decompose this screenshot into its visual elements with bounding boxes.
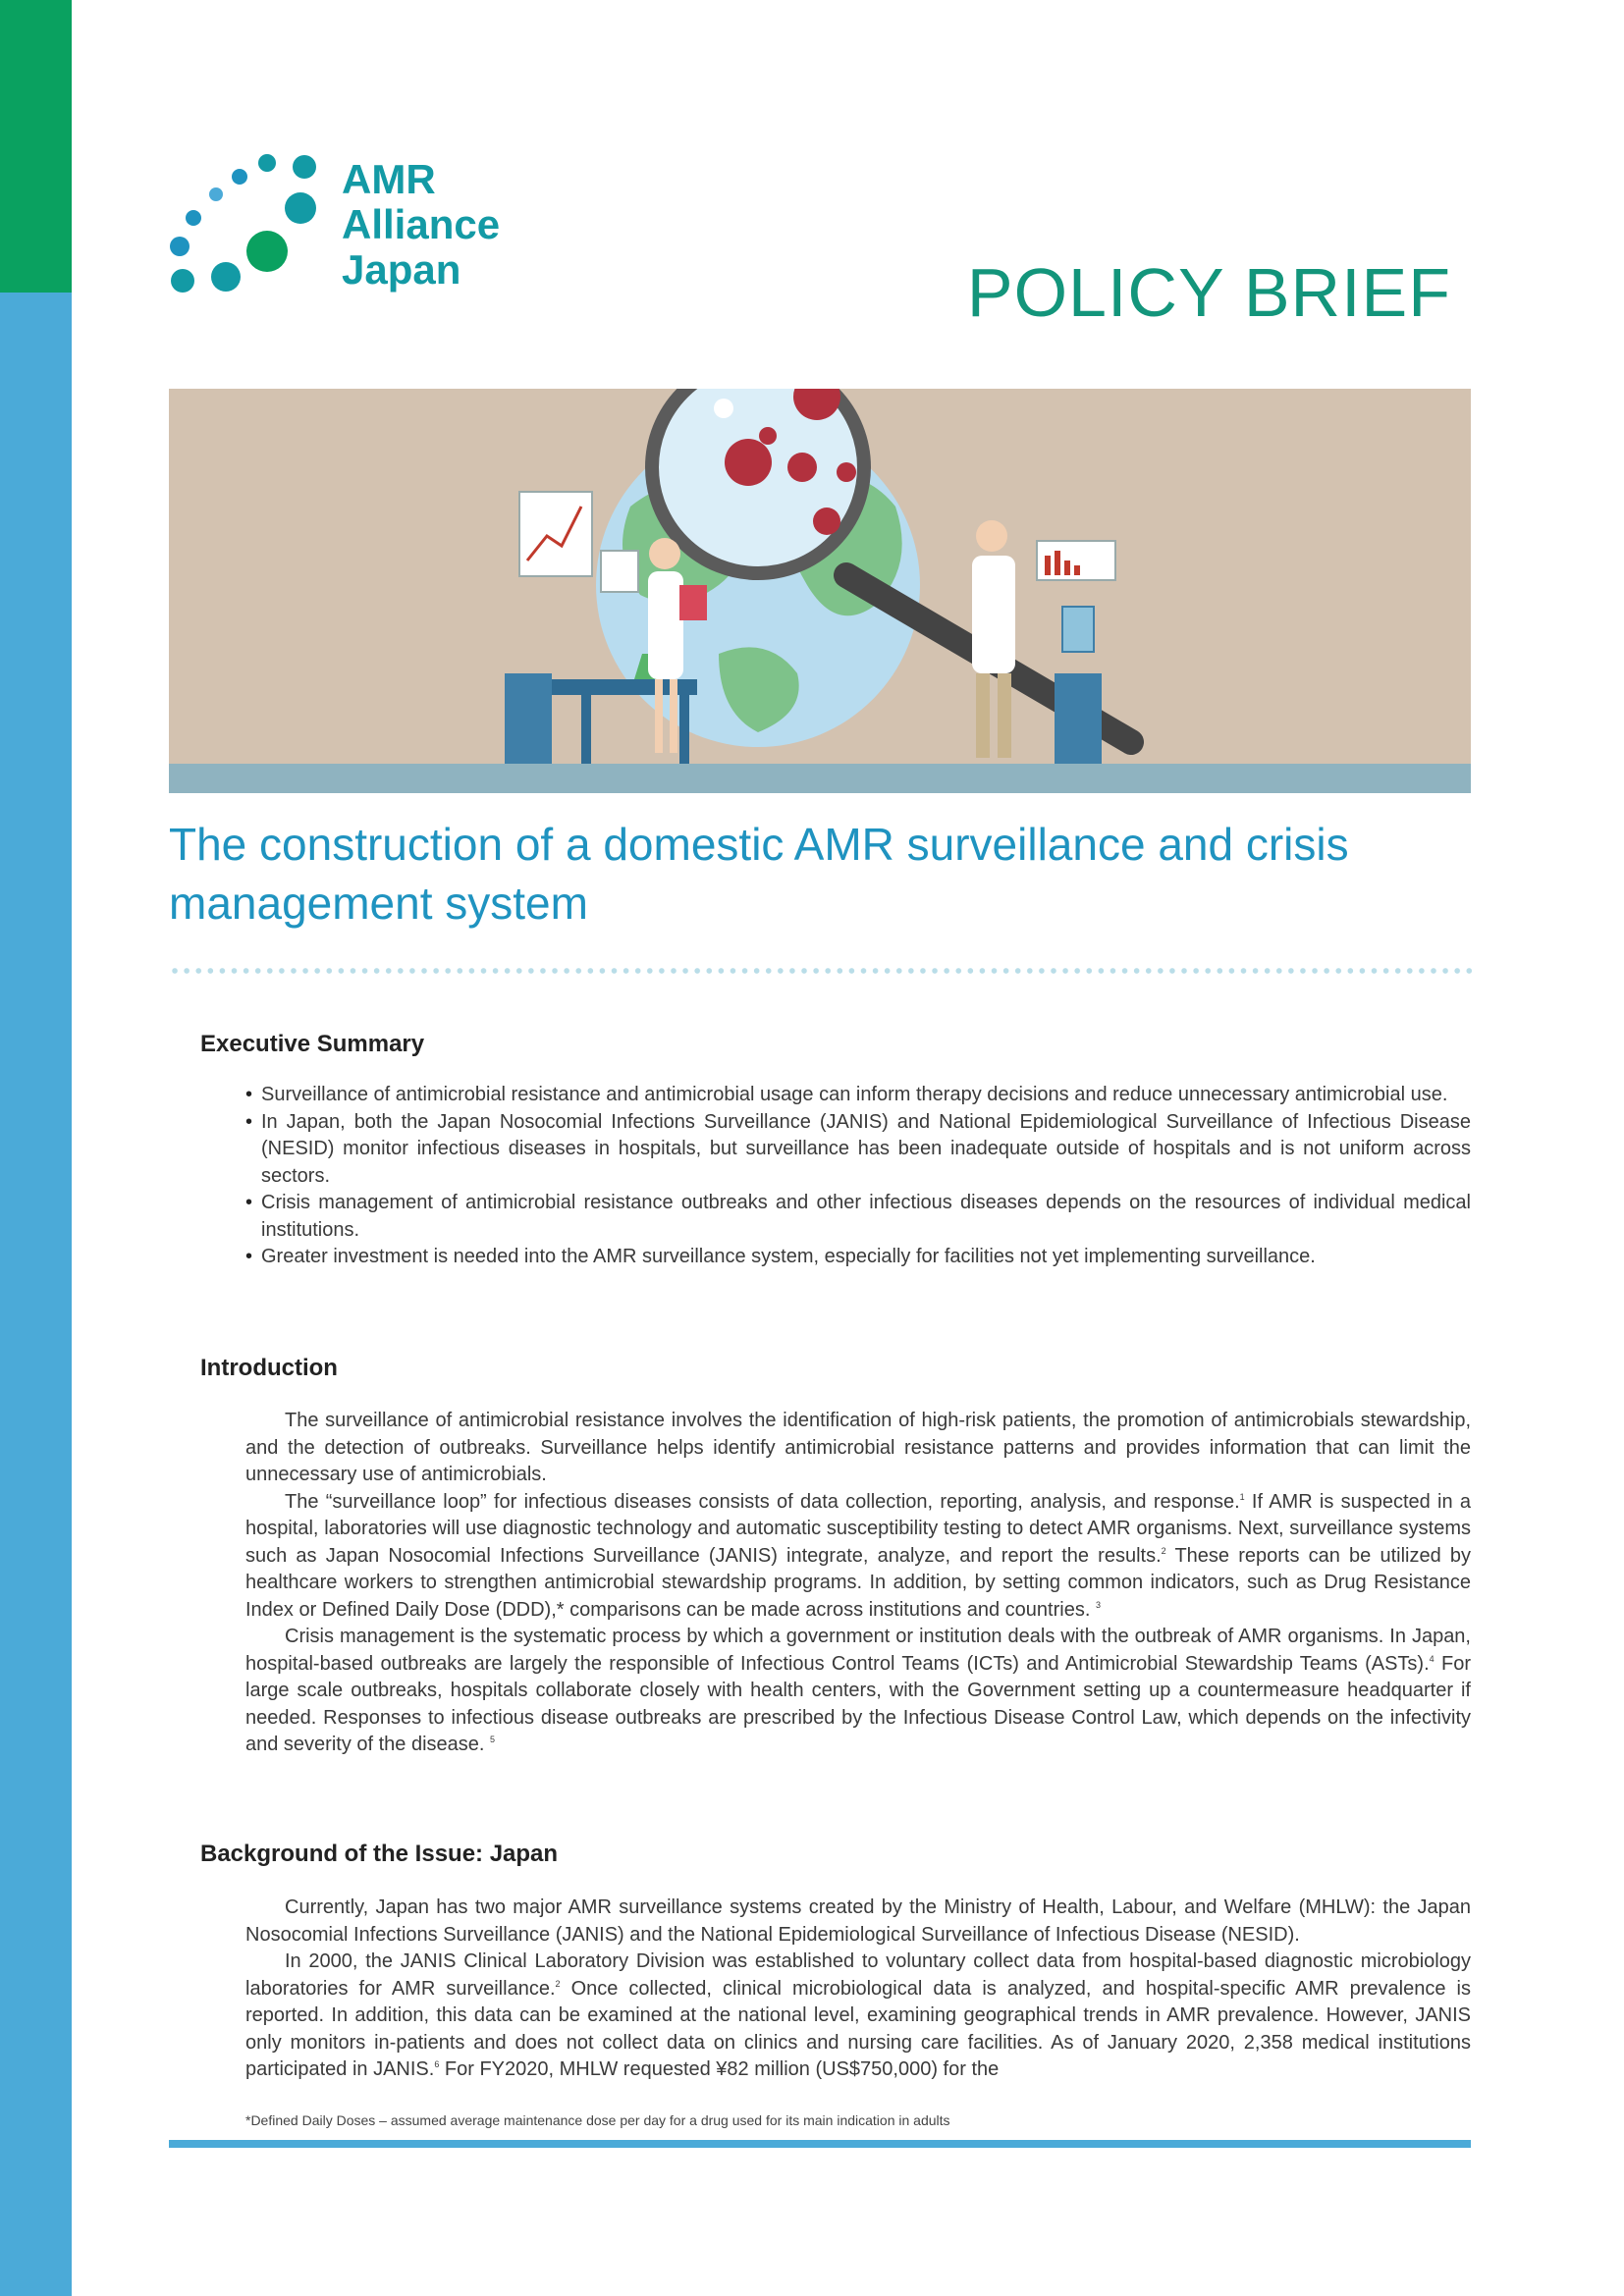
logo-dots-icon bbox=[165, 147, 342, 304]
reference-marker: 1 bbox=[1239, 1491, 1245, 1502]
intro-paragraph-3 bbox=[245, 1624, 1471, 1759]
intro-p2-text-b: If AMR is suspected in a hospital, laboratories will use diagnostic technology and automatic susceptibility testing to detect AMR organisms. Next, surveillance systems such as Japan Nosocomial Infections Surveillance (JANIS) integrate, analyze, and report the results. bbox=[245, 1490, 1471, 1567]
side-accent-bar bbox=[0, 0, 72, 2296]
heading-introduction: Introduction bbox=[200, 1355, 338, 1381]
reference-marker: 3 bbox=[1095, 1599, 1101, 1610]
reference-marker: 6 bbox=[434, 2059, 440, 2069]
background-body bbox=[245, 1895, 1471, 2084]
list-item: • Crisis management of antimicrobial resistance outbreaks and other infectious diseases depends on the resources of individual medical institutions. bbox=[245, 1190, 1471, 1244]
dotted-divider bbox=[169, 967, 1473, 975]
list-item: • Greater investment is needed into the AMR surveillance system, especially for facilities not yet implementing surveillance. bbox=[245, 1244, 1471, 1271]
intro-p2-text-a: The “surveillance loop” for infectious diseases consists of data collection, reporting, analysis, and response. bbox=[285, 1490, 1240, 1513]
intro-paragraph-1: The surveillance of antimicrobial resistance involves the identification of high-risk patients, the promotion of antimicrobials stewardship, and the detection of outbreaks. Surveillance helps identify antimicrobial resistance patterns and provides information that can limit the unnecessary use of antimicrobials. bbox=[245, 1410, 1471, 1485]
list-item: • In Japan, both the Japan Nosocomial Infections Surveillance (JANIS) and National Epidemiological Surveillance of Infectious Disease (NESID) monitor infectious diseases in hospitals, but surveillance has been inadequate outside of hospitals and is not uniform across sectors. bbox=[245, 1109, 1471, 1191]
logo-line-amr: AMR bbox=[342, 156, 436, 202]
bottom-rule bbox=[169, 2140, 1471, 2148]
logo-line-alliance: Alliance bbox=[342, 201, 501, 247]
background-paragraph-2 bbox=[245, 1949, 1471, 2084]
background-paragraph-1: Currently, Japan has two major AMR surveillance systems created by the Ministry of Health, Labour, and Welfare (MHLW): the Japan Nosocomial Infections Surveillance (JANIS) and the National Epidemiological Surveillance of Infectious Disease (NESID). bbox=[245, 1896, 1471, 1946]
executive-summary-list bbox=[245, 1082, 1471, 1271]
intro-paragraph-2 bbox=[245, 1489, 1471, 1625]
list-item: • Surveillance of antimicrobial resistance and antimicrobial usage can inform therapy decisions and reduce unnecessary antimicrobial use. bbox=[245, 1082, 1471, 1109]
reference-marker: 2 bbox=[555, 1978, 561, 1989]
amr-alliance-logo bbox=[165, 147, 538, 304]
heading-executive-summary: Executive Summary bbox=[200, 1031, 425, 1057]
heading-background: Background of the Issue: Japan bbox=[200, 1841, 559, 1867]
hero-illustration bbox=[169, 389, 1471, 793]
bg-p2-text-c: For FY2020, MHLW requested ¥82 million (US$750,000) for the bbox=[439, 2058, 1000, 2080]
reference-marker: 4 bbox=[1429, 1653, 1435, 1664]
side-accent-bar-top bbox=[0, 0, 72, 293]
reference-marker: 5 bbox=[490, 1735, 496, 1744]
introduction-body bbox=[245, 1408, 1471, 1759]
logo-line-japan: Japan bbox=[342, 246, 461, 293]
reference-marker: 2 bbox=[1161, 1545, 1166, 1556]
bg-p2-text-a: In 2000, the JANIS Clinical Laboratory Division was established to voluntary collect data from hospital-based diagnostic microbiology laboratories for AMR surveillance. bbox=[245, 1950, 1471, 2000]
intro-p3-text-a: Crisis management is the systematic process by which a government or institution deals with the outbreak of AMR organisms. In Japan, hospital-based outbreaks are largely the responsible of Infectious Control Teams (ICTs) and Antimicrobial Stewardship Teams (ASTs). bbox=[245, 1626, 1471, 1675]
document-title: The construction of a domestic AMR surveillance and crisis management system bbox=[169, 819, 1349, 929]
intro-p3-text-b: For large scale outbreaks, hospitals collaborate closely with health centers, with the Government setting up a countermeasure headquarter if needed. Responses to infectious disease outbreaks are prescribed by the Infectious Disease Control Law, which depends on the infectivity and severity of the disease. bbox=[245, 1652, 1471, 1755]
footnote: *Defined Daily Doses – assumed average maintenance dose per day for a drug used for its main indication in adults bbox=[245, 2112, 950, 2128]
bg-p2-text-b: Once collected, clinical microbiological data is analyzed, and hospital-specific AMR prevalence is reported. In addition, this data can be examined at the national level, examining geographical trends in AMR prevalence. However, JANIS only monitors in-patients and does not collect data on clinics and nursing care facilities. As of January 2020, 2,358 medical institutions participated in JANIS. bbox=[245, 1977, 1471, 2080]
intro-p2-text-c: These reports can be utilized by healthcare workers to strengthen antimicrobial stewardship programs. In addition, by setting common indicators, such as Drug Resistance Index or Defined Daily Dose (DDD),* comparisons can be made across institutions and countries. bbox=[245, 1544, 1471, 1621]
policy-brief-label: POLICY BRIEF bbox=[966, 254, 1451, 331]
